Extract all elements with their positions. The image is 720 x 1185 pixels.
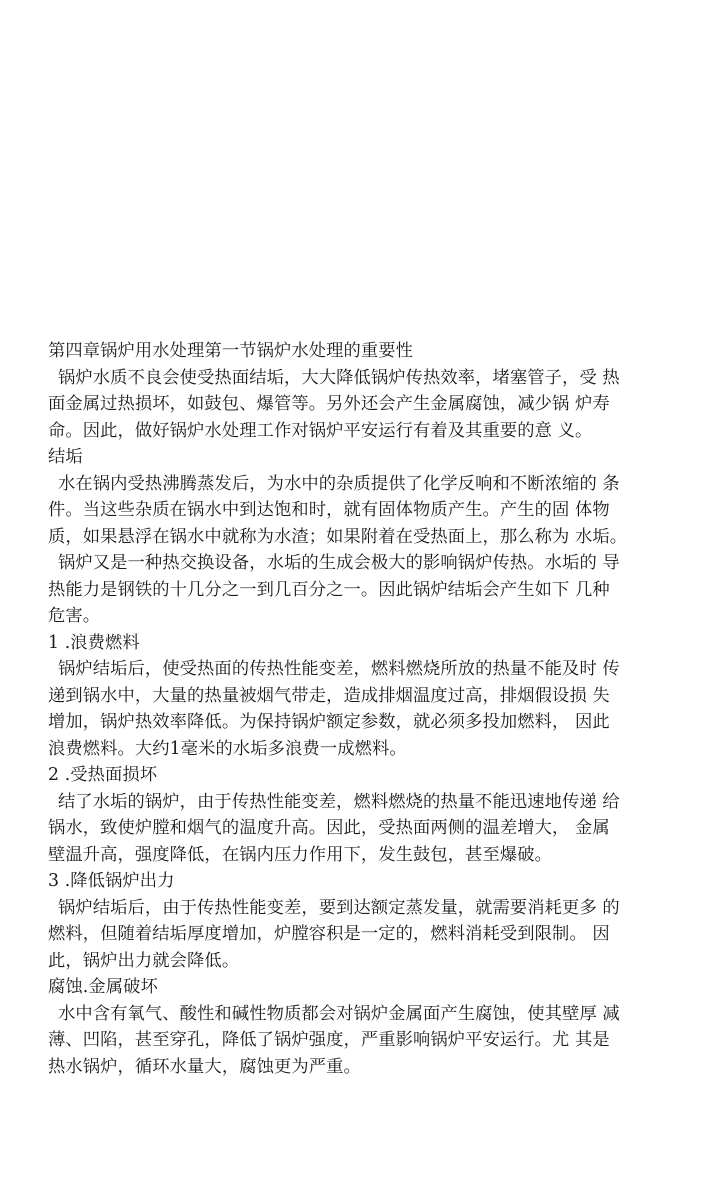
text-line: 面金属过热损坏，如鼓包、爆管等。另外还会产生金属腐蚀，减少锅 炉寿 <box>48 394 610 414</box>
text-line: 锅水，致使炉膛和烟气的温度升高。因此，受热面两侧的温差增大， 金属 <box>48 818 610 838</box>
text-line: 质，如果悬浮在锅水中就称为水渣；如果附着在受热面上，那么称为 水垢。 <box>48 526 628 547</box>
text-line: 增加，锅炉热效率降低。为保持锅炉额定参数，就必须多投加燃料， 因此 <box>48 712 610 732</box>
text-line: 壁温升高，强度降低，在锅内压力作用下，发生鼓包，甚至爆破。 <box>48 844 553 865</box>
text-line: 热水锅炉，循环水量大，腐蚀更为严重。 <box>48 1056 361 1077</box>
text-line: 燃料，但随着结垢厚度增加，炉膛容积是一定的，燃料消耗受到限制。 因 <box>48 924 610 944</box>
text-line: 薄、凹陷，甚至穿孔，降低了锅炉强度，严重影响锅炉平安运行。尤 其是 <box>48 1030 610 1050</box>
text-line: 2 .受热面损坏 <box>48 765 158 785</box>
text-line: 锅炉结垢后，由于传热性能变差，要到达额定蒸发量，就需要消耗更多 的 <box>58 897 620 918</box>
text-line: 水中含有氧气、酸性和碱性物质都会对锅炉金属面产生腐蚀，使其壁厚 减 <box>58 1003 620 1024</box>
text-line: 水在锅内受热沸腾蒸发后，为水中的杂质提供了化学反响和不断浓缩的 条 <box>58 473 620 494</box>
text-line: 锅炉结垢后，使受热面的传热性能变差，燃料燃烧所放的热量不能及时 传 <box>58 659 620 679</box>
text-line: 热能力是钢铁的十几分之一到几百分之一。因此锅炉结垢会产生如下 几种 <box>48 579 610 600</box>
text-line: 锅炉又是一种热交换设备，水垢的生成会极大的影响锅炉传热。水垢的 导 <box>58 553 620 573</box>
text-line: 件。当这些杂质在锅水中到达饱和时，就有固体物质产生。产生的固 体物 <box>48 500 610 520</box>
text-line: 腐蚀.金属破坏 <box>48 977 158 997</box>
text-line: 浪费燃料。大约1毫米的水垢多浪费一成燃料。 <box>48 738 407 759</box>
text-line: 危害。 <box>48 606 101 626</box>
document-body <box>48 338 680 1080</box>
text-line: 3 .降低锅炉出力 <box>48 871 175 891</box>
text-line: 锅炉水质不良会使受热面结垢，大大降低锅炉传热效率，堵塞管子，受 热 <box>58 367 620 388</box>
text-line: 递到锅水中，大量的热量被烟气带走，造成排烟温度过高，排烟假设损 失 <box>48 685 610 706</box>
text-line: 此，锅炉出力就会降低。 <box>48 950 240 971</box>
text-line: 第四章锅炉用水处理第一节锅炉水处理的重要性 <box>48 341 414 361</box>
text-line: 1 .浪费燃料 <box>48 632 140 653</box>
text-line: 命。因此，做好锅炉水处理工作对锅炉平安运行有着及其重要的意 义。 <box>48 420 593 441</box>
text-line: 结垢 <box>48 447 83 467</box>
text-line: 结了水垢的锅炉，由于传热性能变差，燃料燃烧的热量不能迅速地传递 给 <box>58 791 620 812</box>
